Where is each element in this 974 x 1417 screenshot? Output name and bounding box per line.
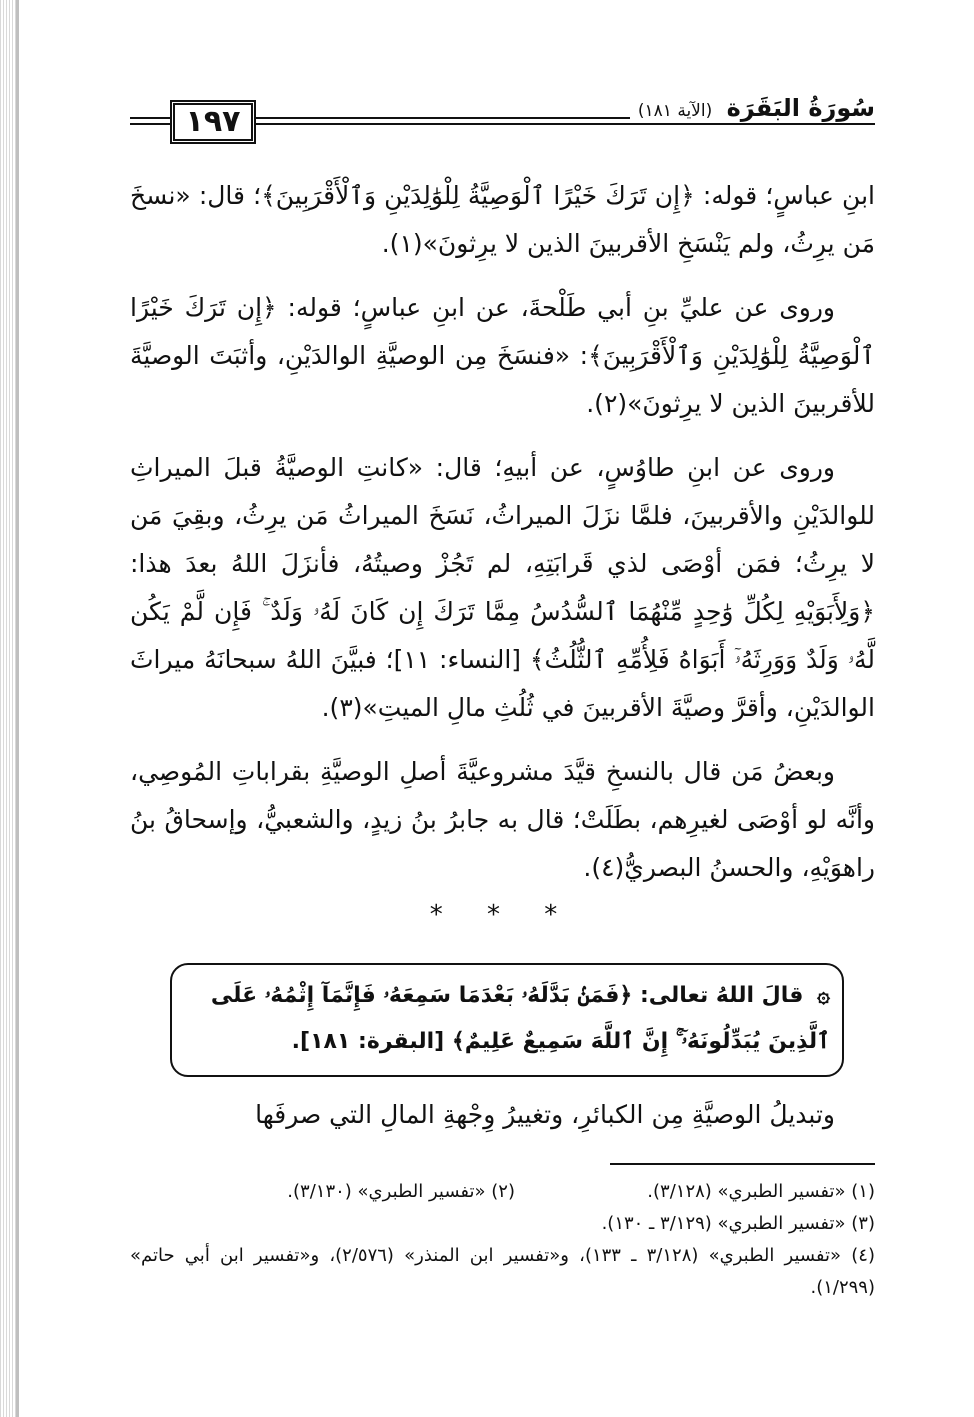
header-rule-left-2 bbox=[130, 123, 170, 125]
footnotes bbox=[130, 1176, 875, 1304]
scan-edge bbox=[0, 0, 16, 1417]
footnote-number: (٤) bbox=[851, 1245, 875, 1266]
footnote-row bbox=[130, 1208, 875, 1240]
verse-text: ﴿فَمَنۢ بَدَّلَهُۥ بَعْدَمَا سَمِعَهُۥ فَإِنَّمَآ إِثْمُهُۥ عَلَى ٱلَّذِينَ يُبَدِّلُونَهُۥٓ ۚ إِنَّ ٱللَّهَ سَمِيعٌ عَلِيمٌ﴾ bbox=[210, 983, 830, 1054]
footnote-text: «تفسير الطبري» (٣/١٢٨ ـ ١٣٣)، و«تفسير ابن المنذر» (٢/٥٧٦)، و«تفسير ابن أبي حاتم» (١/٢٩٩). bbox=[130, 1245, 875, 1298]
surah-title: سُورَةُ البَقَرَة bbox=[726, 94, 875, 122]
header-rule-right-2 bbox=[256, 123, 875, 125]
footnote-number: (٢) bbox=[491, 1181, 515, 1202]
footnote-text: «تفسير الطبري» (٣/١٢٩ ـ ١٣٠). bbox=[601, 1213, 846, 1234]
footnote-4 bbox=[130, 1240, 875, 1304]
ayah-reference: (الآية ١٨١) bbox=[637, 101, 713, 121]
footnote-text: «تفسير الطبري» (٣/١٣٠). bbox=[287, 1181, 486, 1202]
running-title bbox=[630, 94, 875, 122]
continuation-text: وتبديلُ الوصيَّةِ مِن الكبائرِ، وتغييرُ وِجْهةِ المالِ التي صرفَها bbox=[255, 1100, 835, 1129]
page-number: ١٩٧ bbox=[170, 100, 256, 144]
section-separator: * * * bbox=[429, 900, 576, 930]
header-rule-left bbox=[130, 117, 170, 119]
verse-marker-icon: ۞ bbox=[817, 983, 830, 1008]
footnote-row bbox=[130, 1176, 875, 1208]
footnote-number: (٣) bbox=[851, 1213, 875, 1234]
main-text bbox=[130, 172, 875, 908]
verse-intro: قالَ اللهُ تعالى: bbox=[639, 983, 804, 1008]
paragraph: وبعضُ مَن قال بالنسخِ قيَّدَ مشروعيَّةَ أصلِ الوصيَّةِ بقراباتِ المُوصِي، وأنَّه لو أوْصَى لغيرِهم، بطَلَتْ؛ قال به جابرُ بنُ زيدٍ، والشعبيُّ، وإسحاقُ بنُ راهوَيْهِ، والحسنُ البصريُّ(٤). bbox=[130, 757, 875, 882]
footnote-divider bbox=[610, 1163, 875, 1165]
footnote-3 bbox=[602, 1208, 875, 1240]
footnote-number: (١) bbox=[851, 1181, 875, 1202]
paragraph: ابنِ عباسٍ؛ قوله: ﴿إِن تَرَكَ خَيْرًا ٱلْوَصِيَّةُ لِلْوَٰلِدَيْنِ وَٱلْأَقْرَبِينَ﴾؛ قال: «نسخَ مَن يرِثُ، ولم يَنْسَخِ الأقربينَ الذين لا يرِثونَ»(١). bbox=[130, 181, 875, 258]
footnote-row bbox=[130, 1240, 875, 1304]
paragraph: وروى عن عليِّ بنِ أبي طَلْحةَ، عن ابنِ عباسٍ؛ قوله: ﴿إِن تَرَكَ خَيْرًا ٱلْوَصِيَّةُ لِلْوَٰلِدَيْنِ وَٱلْأَقْرَبِينَ﴾: «فنسَخَ مِن الوصيَّةِ الوالدَيْنِ، وأثبَتَ الوصيَّةَ للأقربينَ الذين لا يرِثونَ»(٢). bbox=[130, 293, 875, 418]
verse-box bbox=[170, 963, 844, 1077]
footnote-1 bbox=[515, 1176, 875, 1208]
scan-edge-line bbox=[16, 0, 19, 1417]
footnote-text: «تفسير الطبري» (٣/١٢٨). bbox=[647, 1181, 846, 1202]
page-header bbox=[130, 90, 875, 156]
footnote-2 bbox=[155, 1176, 515, 1208]
paragraph: وروى عن ابنِ طاوُسٍ، عن أبيهِ؛ قال: «كانتِ الوصيَّةُ قبلَ الميراثِ للوالدَيْنِ والأقربينَ، فلمَّا نزَلَ الميراثُ، نَسَخَ الميراثُ مَن يرِثُ، وبقِيَ مَن لا يرِثُ؛ فمَن أوْصَى لذي قَرابَتِهِ، لم تَجُزْ وصيتُهُ، فأنزَلَ اللهُ بعدَ هذا: ﴿وَلِأَبَوَيْهِ لِكُلِّ وَٰحِدٍ مِّنْهُمَا ٱلسُّدُسُ مِمَّا تَرَكَ إِن كَانَ لَهُۥ وَلَدٌ ۚ فَإِن لَّمْ يَكُن لَّهُۥ وَلَدٌ وَوَرِثَهُۥٓ أَبَوَاهُ فَلِأُمِّهِ ٱلثُّلُثُ﴾ [النساء: ١١]؛ فبيَّنَ اللهُ سبحانَهُ ميراثَ الوالدَيْنِ، وأقرَّ وصيَّةَ الأقربينَ في ثُلُثِ مالِ الميتِ»(٣). bbox=[130, 453, 875, 722]
verse-reference: [البقرة: ١٨١]. bbox=[291, 1029, 445, 1054]
